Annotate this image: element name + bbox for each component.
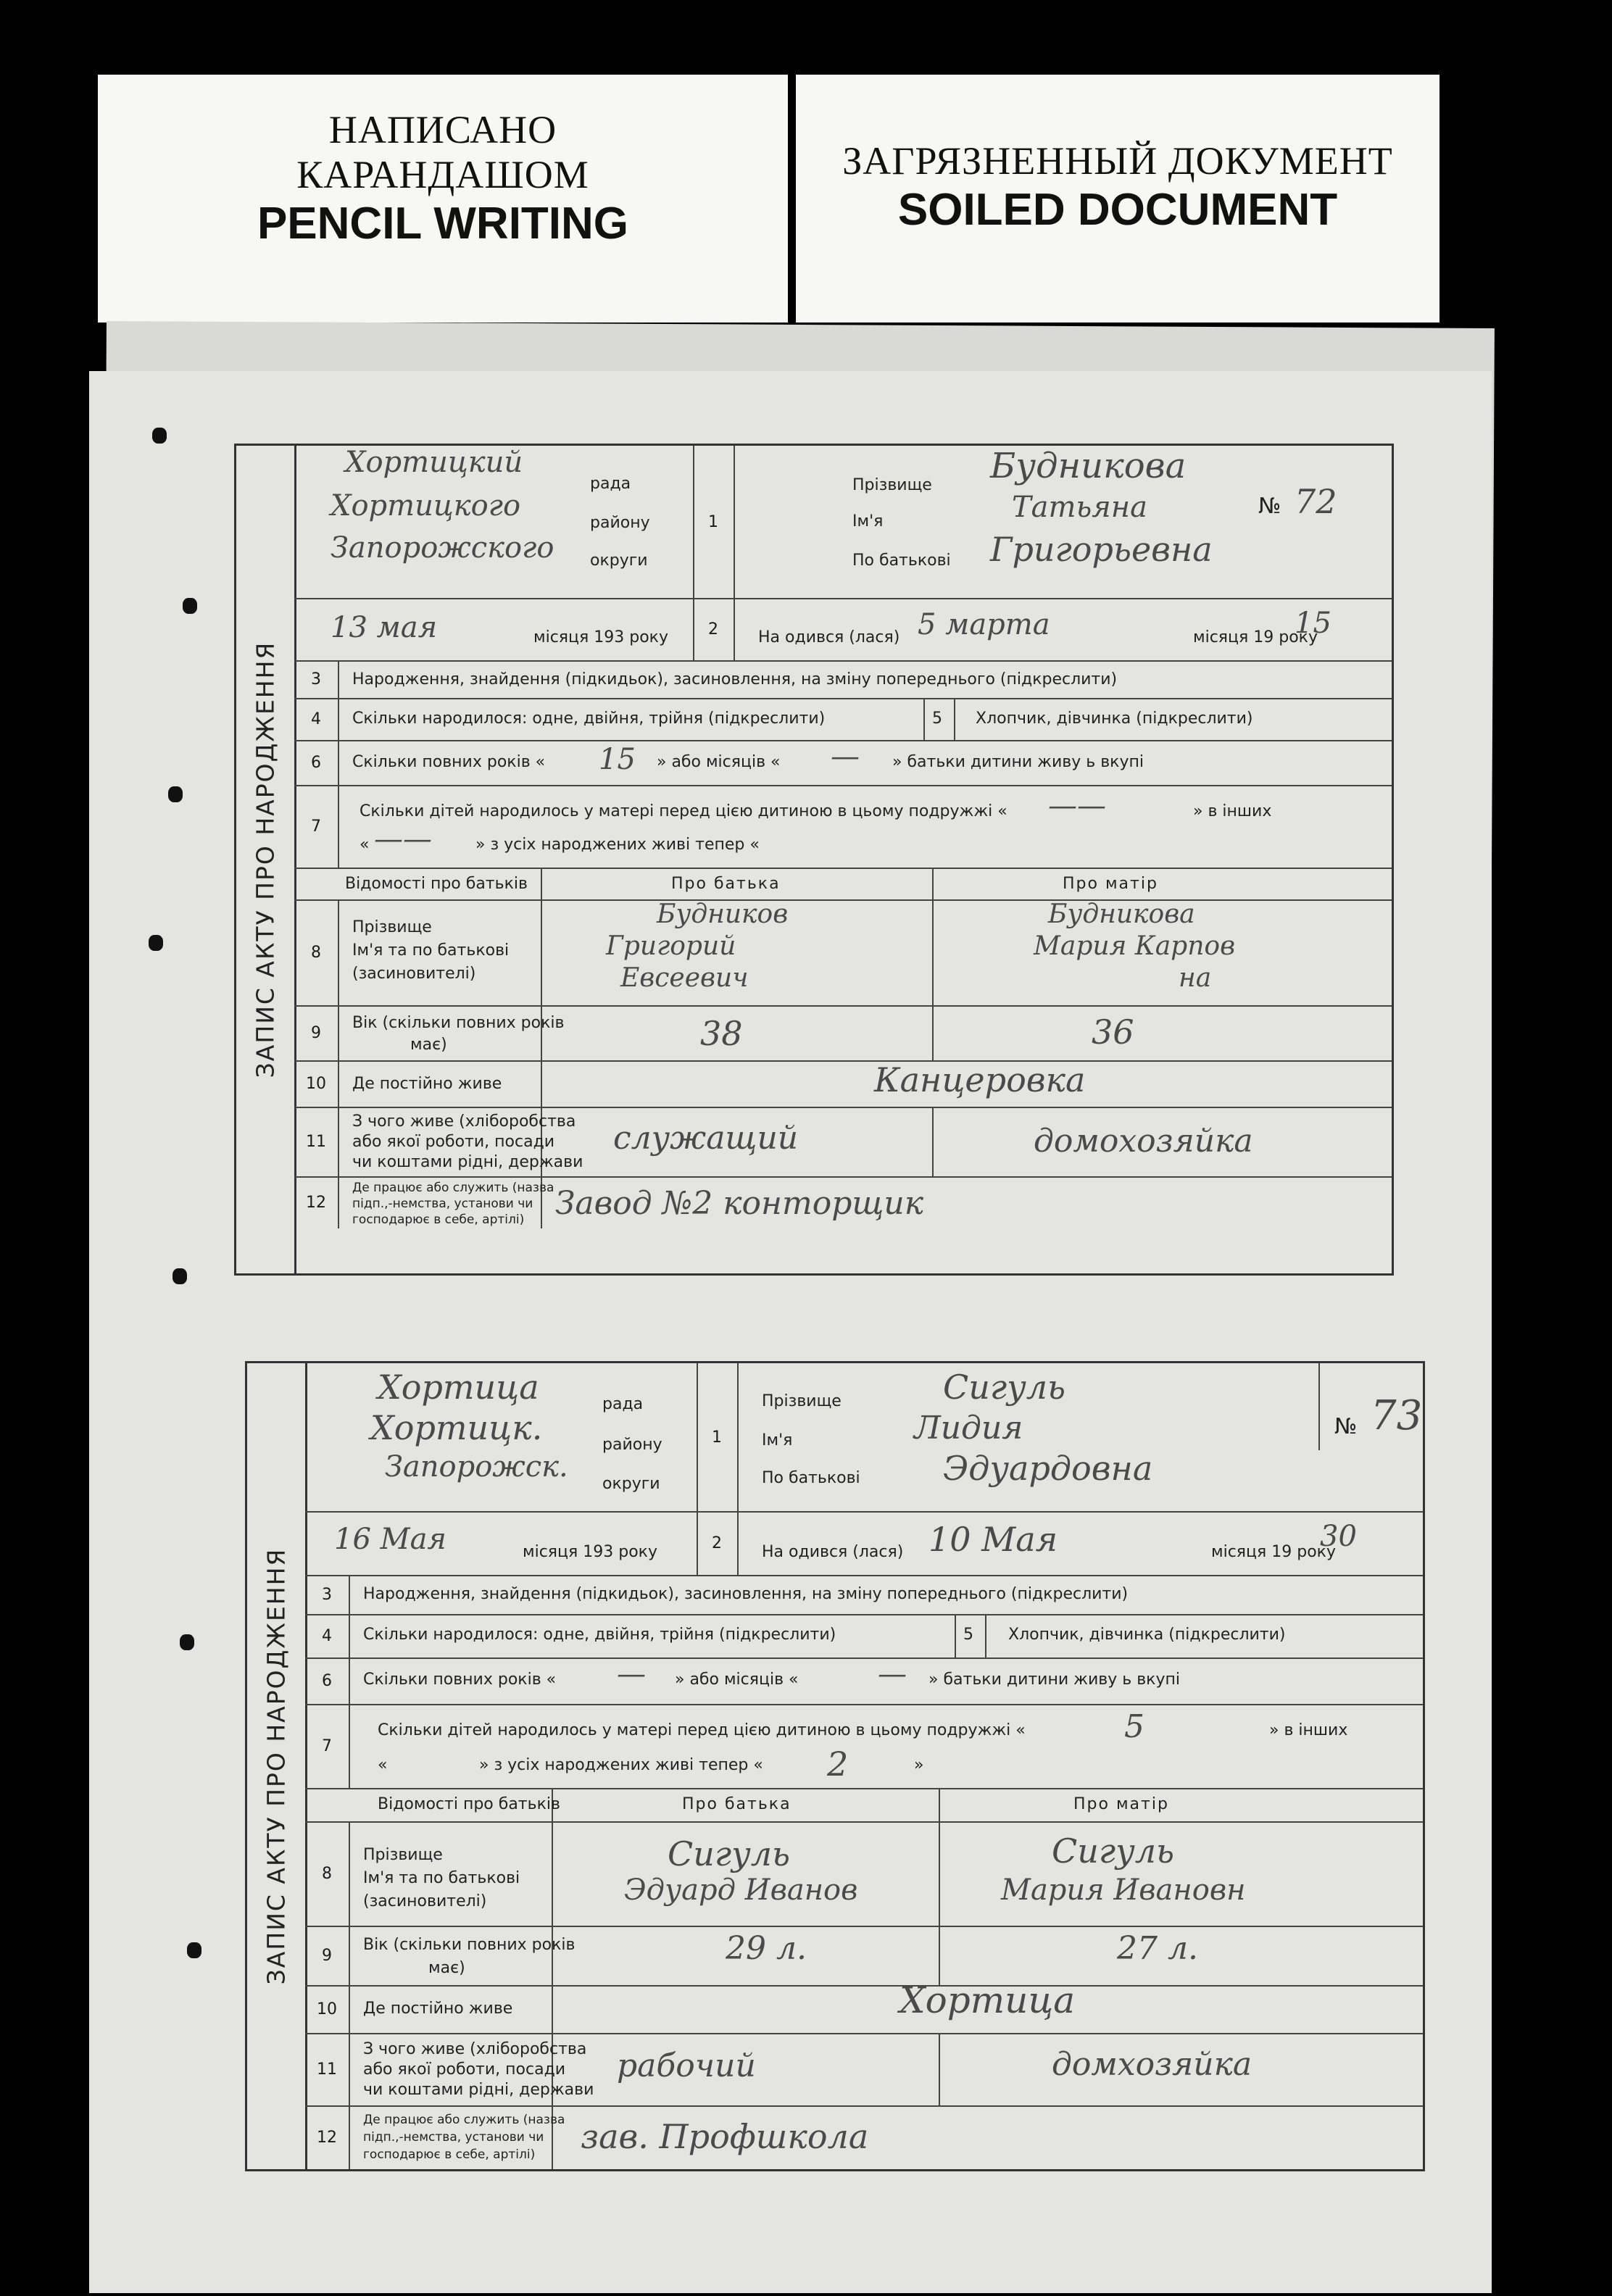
- registration-date: 13 мая: [331, 611, 438, 644]
- row-8: 8 Прізвище Ім'я та по батькові (засиновителі) Будников Григорий Евсеевич Будникова Мария Карпов на: [294, 899, 1392, 1007]
- years-together: —: [617, 1657, 646, 1691]
- punch-hole: [173, 1268, 187, 1284]
- rada-value: Хортицкий: [345, 446, 523, 479]
- mother-occupation: домохозяйка: [1034, 1123, 1253, 1160]
- patronymic-value: Григорьевна: [990, 530, 1213, 569]
- name-value: Лидия: [914, 1410, 1023, 1447]
- row-11: 11 З чого живе (хліборобства або якої роботи, посади чи коштами рідні, держави рабочий домхозяйка: [305, 2033, 1423, 2107]
- residence: Хортица: [900, 1979, 1076, 2021]
- children-alive: 2: [827, 1744, 849, 1784]
- row-11: 11 З чого живе (хліборобства або якої роботи, посади чи коштами рідні, держави служащий домохозяйка: [294, 1107, 1392, 1178]
- label-en: SOILED DOCUMENT: [897, 185, 1338, 235]
- children-other: ——: [374, 823, 432, 856]
- row-7: 7 Скільки дітей народилось у матері перед цією дитиною в цьому подружжі « —— » в інших « —— » з усіх народжених живі тепер «: [294, 785, 1392, 869]
- birth-year: 15: [1295, 607, 1331, 640]
- row-7: 7 Скільки дітей народилось у матері перед цією дитиною в цьому подружжі « 5 » в інших « » з усіх народжених живі тепер « 2 »: [305, 1704, 1423, 1789]
- row-6: 6 Скільки повних років « 15 » або місяців « — » батьки дитини живу ь вкупі: [294, 740, 1392, 786]
- registration-date: 16 Мая: [334, 1523, 446, 1556]
- row-8: 8 Прізвище Ім'я та по батькові (засиновителі) Сигуль Эдуард Иванов Сигуль Мария Ивановн: [305, 1821, 1423, 1927]
- header-row: 1 рада району округи Хортица Хортицк. Запорожск. Прізвище Ім'я По батькові Сигуль Лидия Эдуардовна № 73: [305, 1363, 1423, 1513]
- surname-value: Сигуль: [943, 1368, 1066, 1407]
- birth-date: 5 марта: [918, 608, 1050, 641]
- birth-date: 10 Мая: [928, 1520, 1058, 1559]
- row-12: 12 Де працює або служить (назва підп.,-немства, установи чи господарює в себе, артілі) зав. Профшкола: [305, 2105, 1423, 2169]
- okrug-value: Запорожского: [331, 531, 554, 565]
- pencil-writing-label: [98, 75, 788, 323]
- date-row: 2 13 мая місяця 193 року На одився (лася) 5 марта місяця 19 року 15: [294, 598, 1392, 662]
- birth-record-73: [245, 1361, 1425, 2171]
- parents-header: Відомості про батьків Про батька Про матір: [294, 868, 1392, 901]
- rayon-value: Хортицк.: [370, 1408, 543, 1447]
- rayon-value: Хортицкого: [331, 489, 521, 523]
- punch-hole: [168, 786, 183, 802]
- mother-age: 36: [1092, 1012, 1134, 1052]
- row-9: 9 Вік (скільки повних років має) 38 36: [294, 1005, 1392, 1062]
- row-12: 12 Де працює або служить (назва підп.,-немства, установи чи господарює в себе, артілі) Завод №2 конторщик: [294, 1176, 1392, 1228]
- soiled-document-label: [796, 75, 1439, 323]
- mother-age: 27 л.: [1117, 1930, 1198, 1967]
- punch-hole: [149, 935, 163, 951]
- father-occupation: рабочий: [617, 2047, 756, 2084]
- name-value: Татьяна: [1012, 491, 1147, 524]
- punch-hole: [180, 1634, 194, 1650]
- punch-hole: [187, 1942, 202, 1958]
- row-10: 10 Де постійно живе Хортица: [305, 1985, 1423, 2034]
- row-9: 9 Вік (скільки повних років має) 29 л. 27 л.: [305, 1926, 1423, 1987]
- row-3: 3 Народження, знайдення (підкидьок), засиновлення, на зміну попереднього (підкреслити): [294, 660, 1392, 699]
- punch-hole: [183, 598, 197, 614]
- row-10: 10 Де постійно живе Канцеровка: [294, 1060, 1392, 1108]
- rada-value: Хортица: [378, 1368, 539, 1407]
- okrug-value: Запорожск.: [385, 1450, 568, 1484]
- record-side-title: ЗАПИС АКТУ ПРО НАРОДЖЕННЯ: [236, 446, 296, 1273]
- birth-year: 30: [1320, 1520, 1357, 1553]
- workplace: Завод №2 конторщик: [555, 1185, 924, 1222]
- label-en: PENCIL WRITING: [257, 199, 629, 249]
- label-ru-line1: НАПИСАНО: [328, 108, 557, 151]
- record-side-title: ЗАПИС АКТУ ПРО НАРОДЖЕННЯ: [247, 1363, 307, 2169]
- father-age: 38: [700, 1014, 743, 1053]
- row-4: 4 Скільки народилося: одне, двійня, трійня (підкреслити) 5 Хлопчик, дівчинка (підкреслити): [305, 1614, 1423, 1659]
- date-row: 2 16 Мая місяця 193 року На одився (лася) 10 Мая місяця 19 року 30: [305, 1511, 1423, 1576]
- surname-value: Будникова: [990, 446, 1187, 486]
- children-before: ——: [1048, 789, 1106, 823]
- months-together: —: [878, 1657, 907, 1691]
- birth-record-72: [234, 444, 1394, 1276]
- header-row: Прізвище Ім'я По батькові 1 рада району округи Хортицкий Хортицкого Запорожского Будникова Татьяна Григорьевна № 72: [294, 446, 1392, 599]
- record-number: 73: [1371, 1392, 1423, 1439]
- months-together: —: [831, 740, 860, 773]
- patronymic-value: Эдуардовна: [943, 1449, 1153, 1488]
- mother-occupation: домхозяйка: [1052, 2046, 1252, 2083]
- parents-header: Відомості про батьків Про батька Про матір: [305, 1788, 1423, 1823]
- workplace: зав. Профшкола: [581, 2117, 869, 2156]
- row-3: 3 Народження, знайдення (підкидьок), засиновлення, на зміну попереднього (підкреслити): [305, 1575, 1423, 1615]
- record-number: 72: [1295, 482, 1337, 521]
- punch-hole: [152, 428, 167, 444]
- residence: Канцеровка: [874, 1060, 1086, 1099]
- father-occupation: служащий: [613, 1120, 799, 1157]
- label-ru-line2: КАРАНДАШОМ: [296, 153, 589, 196]
- row-6: 6 Скільки повних років « — » або місяців « — » батьки дитини живу ь вкупі: [305, 1657, 1423, 1705]
- years-together: 15: [599, 743, 636, 776]
- row-4: 4 Скільки народилося: одне, двійня, трійня (підкреслити) 5 Хлопчик, дівчинка (підкреслити): [294, 698, 1392, 741]
- label-ru: ЗАГРЯЗНЕННЫЙ ДОКУМЕНТ: [842, 139, 1393, 183]
- children-before: 5: [1124, 1708, 1144, 1745]
- father-age: 29 л.: [726, 1930, 807, 1967]
